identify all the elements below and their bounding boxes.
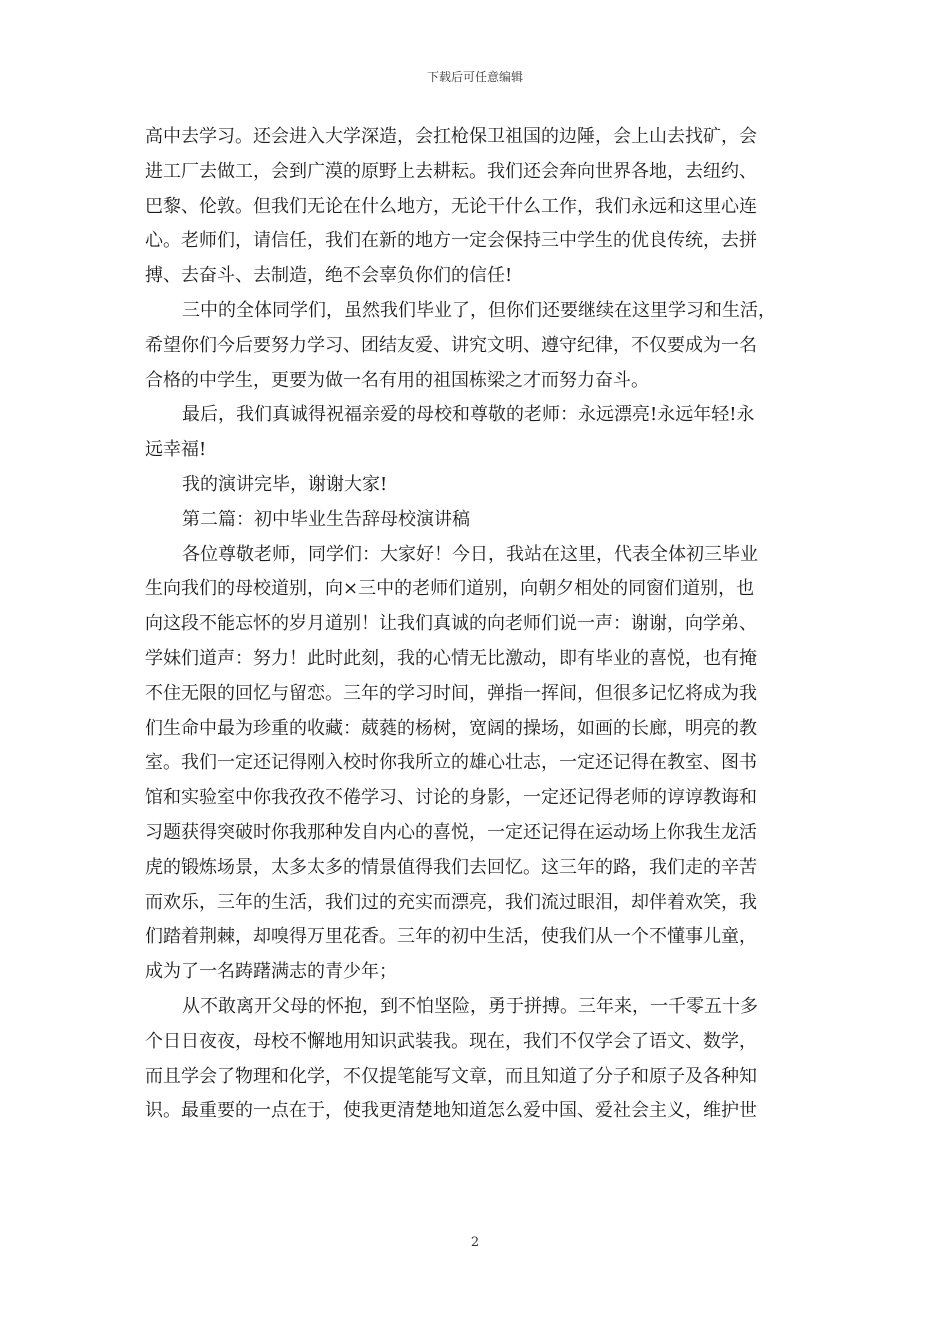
- text-line: 心。老师们，请信任，我们在新的地方一定会保持三中学生的优良传统，去拼: [145, 230, 757, 252]
- text-line: 室。我们一定还记得刚入校时你我所立的雄心壮志，一定还记得在教室、图书: [145, 752, 757, 774]
- text-line: 三中的全体同学们，虽然我们毕业了，但你们还要继续在这里学习和生活，: [182, 299, 776, 321]
- text-line: 个日日夜夜，母校不懈地用知识武装我。现在，我们不仅学会了语文、数学，: [145, 1030, 757, 1052]
- text-line: 希望你们今后要努力学习、团结友爱、讲究文明、遵守纪律，不仅要成为一名: [145, 334, 757, 356]
- text-line: 我的演讲完毕，谢谢大家!: [182, 473, 388, 495]
- text-line: 虎的锻炼场景，太多太多的情景值得我们去回忆。这三年的路，我们走的辛苦: [145, 856, 757, 878]
- text-line: 从不敢离开父母的怀抱，到不怕坚险，勇于拼搏。三年来，一千零五十多: [182, 995, 758, 1017]
- text-line: 馆和实验室中你我孜孜不倦学习、讨论的身影，一定还记得老师的谆谆教诲和: [145, 787, 757, 809]
- text-line: 不住无限的回忆与留恋。三年的学习时间，弹指一挥间，但很多记忆将成为我: [145, 682, 757, 704]
- text-line: 远幸福!: [145, 439, 207, 461]
- document-body: [145, 120, 807, 1129]
- text-line: 各位尊敬老师，同学们：大家好！今日，我站在这里，代表全体初三毕业: [182, 543, 758, 565]
- text-line: 而欢乐，三年的生活，我们过的充实而漂亮，我们流过眼泪，却伴着欢笑，我: [145, 891, 757, 913]
- text-line: 们踏着荆棘，却嗅得万里花香。三年的初中生活，使我们从一个不懂事儿童，: [145, 926, 757, 948]
- text-line: 合格的中学生，更要为做一名有用的祖国栋梁之才而努力奋斗。: [145, 369, 649, 391]
- text-line: 向这段不能忘怀的岁月道别！让我们真诚的向老师们说一声：谢谢，向学弟、: [145, 613, 757, 635]
- text-line: 习题获得突破时你我那种发自内心的喜悦，一定还记得在运动场上你我生龙活: [145, 821, 757, 843]
- text-line: 高中去学习。还会进入大学深造，会扛枪保卫祖国的边陲，会上山去找矿，会: [145, 126, 757, 147]
- text-line: 巴黎、伦敦。但我们无论在什么地方，无论干什么工作，我们永远和这里心连: [145, 195, 757, 217]
- text-line: 最后，我们真诚得祝福亲爱的母校和尊敬的老师：永远漂亮!永远年轻!永: [182, 404, 755, 426]
- text-line: 识。最重要的一点在于，使我更清楚地知道怎么爱中国、爱社会主义，维护世: [145, 1100, 757, 1122]
- text-line: 生向我们的母校道别，向×三中的老师们道别，向朝夕相处的同窗们道别，也: [145, 578, 755, 600]
- page-header: 下载后可任意编辑: [426, 70, 523, 84]
- text-line: 第二篇：初中毕业生告辞母校演讲稿: [182, 508, 470, 530]
- text-line: 学妹们道声：努力！此时此刻，我的心情无比激动，即有毕业的喜悦，也有掩: [145, 647, 757, 669]
- text-line: 搏、去奋斗、去制造，绝不会辜负你们的信任!: [145, 265, 513, 287]
- text-line: 进工厂去做工，会到广漠的原野上去耕耘。我们还会奔向世界各地，去纽约、: [145, 160, 757, 182]
- text-line: 成为了一名踌躇满志的青少年；: [145, 961, 397, 983]
- page-number: 2: [470, 1235, 480, 1250]
- text-line: 们生命中最为珍重的收藏：葳蕤的杨树，宽阔的操场，如画的长廊，明亮的教: [145, 717, 757, 739]
- text-line: 而且学会了物理和化学，不仅提笔能写文章，而且知道了分子和原子及各种知: [145, 1065, 757, 1087]
